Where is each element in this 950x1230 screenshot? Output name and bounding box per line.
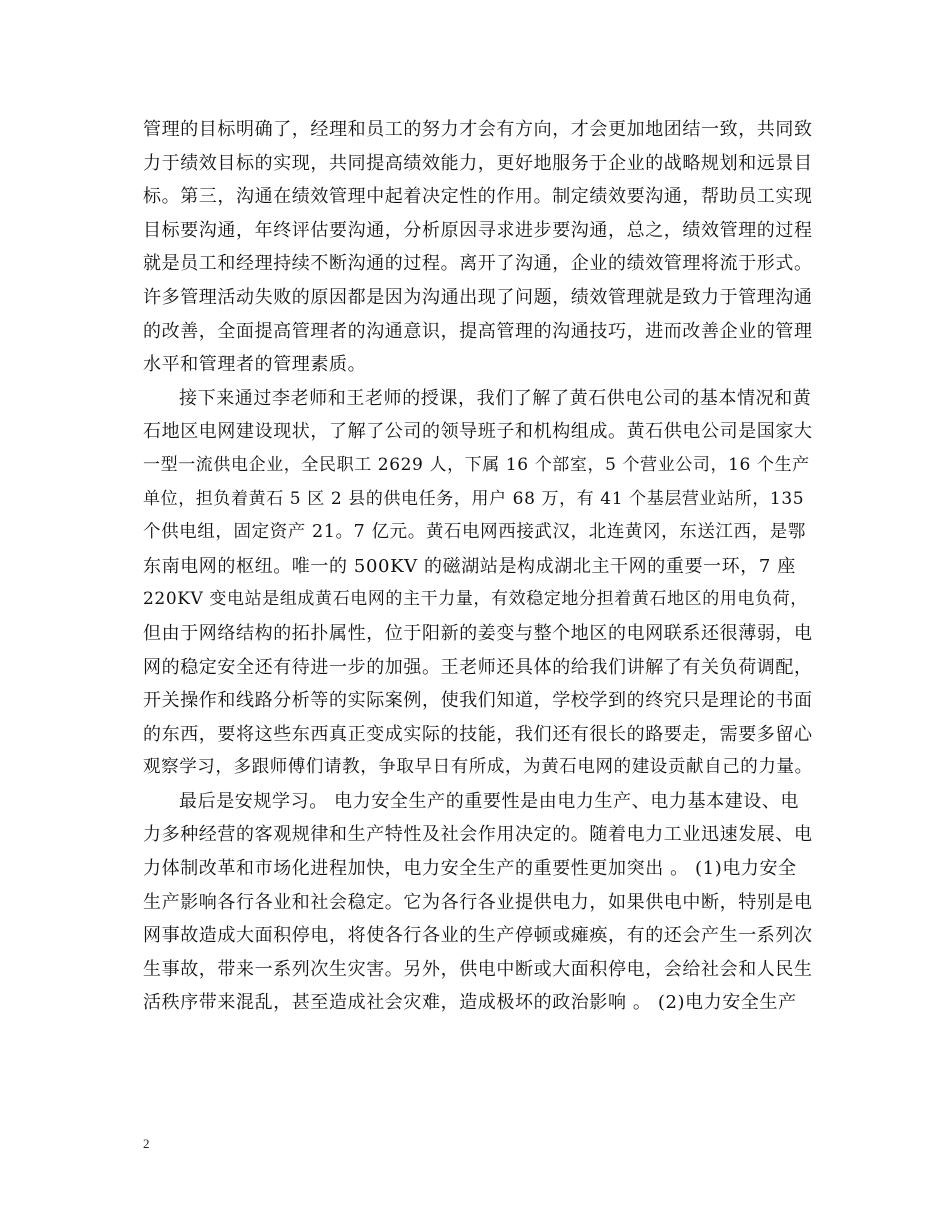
text-line: 网事故造成大面积停电，将使各行各业的生产停顿或瘫痪，有的还会产生一系列次: [143, 925, 813, 947]
text-line: 观察学习，多跟师傅们请教，争取早日有所成，为黄石电网的建设贡献自己的力量。: [143, 757, 813, 778]
text-line: 标。第三，沟通在绩效管理中起着决定性的作用。制定绩效要沟通，帮助员工实现: [143, 186, 813, 208]
text-line: 管理的目标明确了，经理和员工的努力才会有方向，才会更加地团结一致，共同致: [143, 119, 813, 140]
text-line: 力于绩效目标的实现，共同提高绩效能力，更好地服务于企业的战略规划和远景目: [143, 152, 813, 174]
paragraph-start-line: 接下来通过李老师和王老师的授课，我们了解了黄石供电公司的基本情况和黄: [179, 387, 812, 409]
text-line: 力多种经营的客观规律和生产特性及社会作用决定的。随着电力工业迅速发展、电: [143, 824, 813, 846]
text-line: 东南电网的枢纽。唯一的 500KV 的磁湖站是构成湖北主干网的重要一环，7 座: [143, 555, 796, 577]
text-line: 一型一流供电企业，全民职工 2629 人，下属 16 个部室，5 个营业公司，16 个生产: [143, 454, 810, 475]
text-line: 活秩序带来混乱，甚至造成社会灾难，造成极坏的政治影响 。 (2)电力安全生产: [143, 992, 797, 1014]
text-line: 石地区电网建设现状，了解了公司的领导班子和机构组成。黄石供电公司是国家大: [143, 421, 813, 443]
body-text: [143, 113, 813, 1020]
text-line: 水平和管理者的管理素质。: [143, 354, 367, 376]
text-line: 的改善，全面提高管理者的沟通意识，提高管理的沟通技巧，进而改善企业的管理: [143, 320, 813, 342]
text-line: 个供电组，固定资产 21。7 亿元。黄石电网西接武汉，北连黄冈，东送江西，是鄂: [143, 522, 806, 543]
text-line: 但由于网络结构的拓扑属性，位于阳新的姜变与整个地区的电网联系还很薄弱，电: [143, 622, 813, 644]
text-line: 开关操作和线路分析等的实际案例，使我们知道，学校学到的终究只是理论的书面: [143, 690, 813, 712]
text-line: 就是员工和经理持续不断沟通的过程。离开了沟通，企业的绩效管理将流于形式。: [143, 253, 813, 275]
text-line: 生产影响各行各业和社会稳定。它为各行各业提供电力，如果供电中断，特别是电: [143, 891, 813, 913]
text-line: 220KV 变电站是组成黄石电网的主干力量，有效稳定地分担着黄石地区的用电负荷，: [143, 589, 808, 610]
page-number: 2: [143, 1136, 150, 1151]
text-line: 力体制改革和市场化进程加快，电力安全生产的重要性更加突出 。 (1)电力安全: [143, 858, 797, 880]
text-line: 网的稳定安全还有待进一步的加强。王老师还具体的给我们讲解了有关负荷调配，: [143, 656, 813, 678]
text-line: 的东西，要将这些东西真正变成实际的技能，我们还有很长的路要走，需要多留心: [143, 723, 813, 745]
paragraph-start-line: 最后是安规学习。 电力安全生产的重要性是由电力生产、电力基本建设、电: [179, 790, 800, 812]
text-line: 目标要沟通，年终评估要沟通，分析原因寻求进步要沟通，总之，绩效管理的过程: [143, 219, 813, 241]
text-line: 单位，担负着黄石 5 区 2 县的供电任务，用户 68 万，有 41 个基层营业站所，135: [143, 488, 805, 509]
text-line: 许多管理活动失败的原因都是因为沟通出现了问题，绩效管理就是致力于管理沟通: [143, 286, 813, 308]
text-line: 生事故，带来一系列次生灾害。另外，供电中断或大面积停电，会给社会和人民生: [143, 958, 813, 980]
